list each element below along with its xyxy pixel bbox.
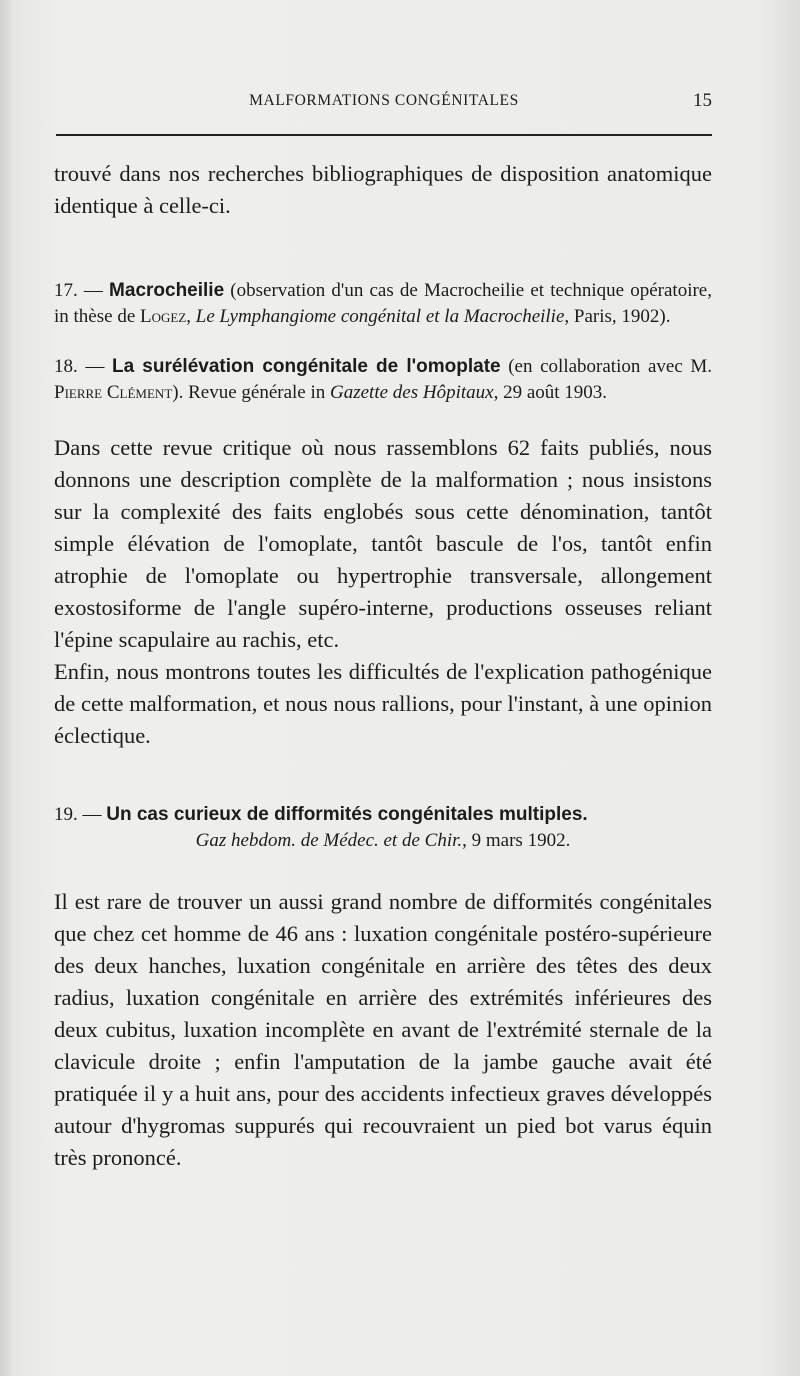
entry-18-description: (en collaboration avec M. — [500, 356, 713, 377]
header-rule — [56, 134, 712, 136]
running-title: MALFORMATIONS CONGÉNITALES — [249, 92, 519, 109]
entry-18-paragraph-2: Enfin, nous montrons toutes les difficultés de l'explication pathogénique de cette malformation, et nous nous rallions, pour l'instant, à une opinion éclectique. — [54, 659, 712, 748]
entry-19-date: , 9 mars 1902. — [462, 830, 571, 851]
page-header — [56, 92, 712, 118]
entry-18-number: 18. — — [54, 356, 112, 377]
entry-18-paragraph-1: Dans cette revue critique où nous rassemblons 62 faits publiés, nous donnons une description complète de la malformation ; nous insistons sur la complexité des faits englobés sous cette dénomination, tantôt simple élévation de l'omoplate, tantôt bascule de l'os, tantôt enfin atrophie de l'omoplate ou hypertrophie transversale, allongement exostosiforme de l'angle supéro-interne, productions osseuses reliant l'épine scapulaire au rachis, etc. — [54, 435, 712, 652]
entry-19-number: 19. — — [54, 804, 107, 825]
entry-18 — [54, 354, 712, 406]
entry-17-title: Macrocheilie — [109, 280, 225, 301]
entry-19 — [54, 802, 712, 828]
entry-17-place-date: , Paris, 1902). — [564, 306, 671, 327]
entry-18-author: Pierre Clément — [54, 382, 173, 403]
entry-18-review: ). Revue générale in — [172, 382, 330, 403]
entry-17 — [54, 278, 712, 330]
entry-17-comma: , — [186, 306, 196, 327]
intro-paragraph: trouvé dans nos recherches bibliographiques de disposition anatomique identique à celle-ci. — [54, 161, 712, 218]
entry-17-description: (observation d'un cas de Macrocheilie et technique opératoire, in thèse de — [54, 280, 712, 327]
entry-18-date: , 29 août 1903. — [493, 382, 608, 403]
entry-18-journal: Gazette des Hôpitaux — [330, 382, 494, 403]
page-body — [54, 158, 712, 1174]
entry-19-paragraph: Il est rare de trouver un aussi grand nombre de difformités congénitales que chez cet homme de 46 ans : luxation congénitale postéro-supérieure des deux hanches, luxation congénitale en arrière des têtes des deux radius, luxation congénitale en arrière des extrémités inférieures des deux cubitus, luxation incomplète en avant de l'extrémité sternale de la clavicule droite ; enfin l'amputation de la jambe gauche avait été pratiquée il y a huit ans, pour des accidents infectieux graves développés autour d'hygromas suppurés qui recouvraient un pied bot varus équin très prononcé. — [54, 889, 712, 1170]
entry-19-citation — [54, 828, 712, 854]
entry-19-journal: Gaz hebdom. de Médec. et de Chir. — [195, 830, 463, 851]
entry-17-author: Logez — [140, 306, 187, 327]
entry-17-work: Le Lymphangiome congénital et la Macrocheilie — [195, 306, 565, 327]
entry-17-number: 17. — — [54, 280, 110, 301]
page-number: 15 — [693, 90, 712, 111]
entry-19-title: Un cas curieux de difformités congénitales multiples. — [106, 804, 588, 825]
entry-18-title: La surélévation congénitale de l'omoplate — [111, 356, 501, 377]
